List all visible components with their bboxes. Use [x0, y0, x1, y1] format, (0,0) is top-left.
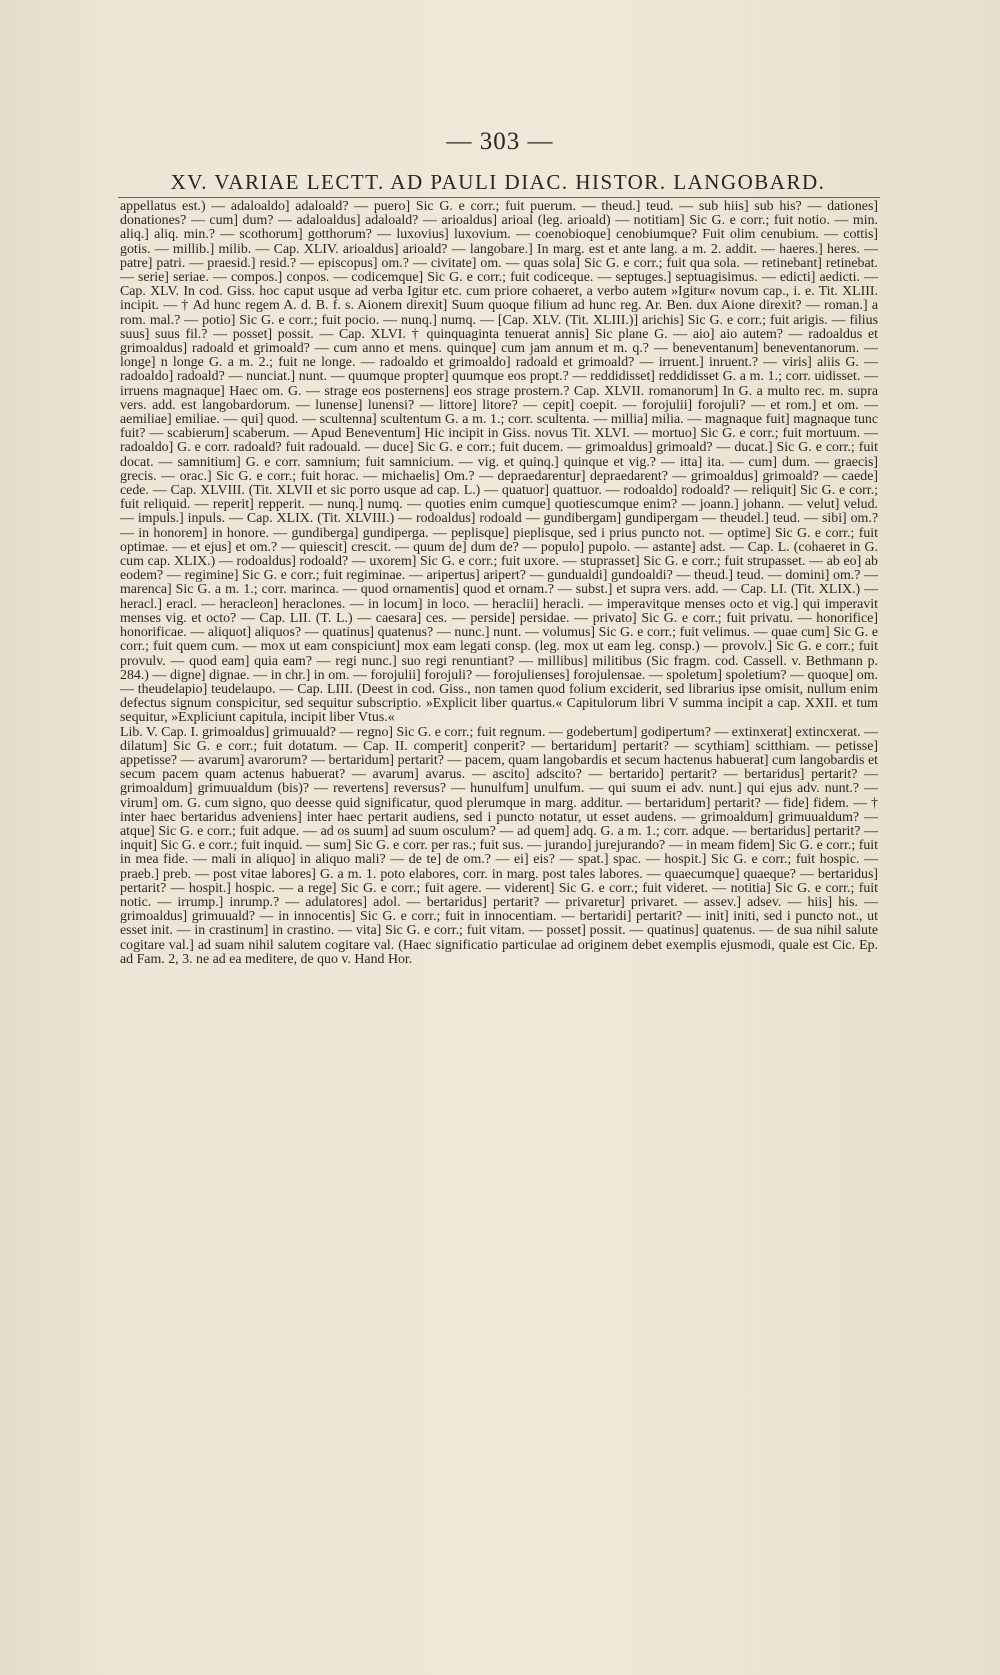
header-rule: [118, 197, 880, 198]
paragraph-variants-book-iv: appellatus est.) — adaloaldo] adaloald? — puero] Sic G. e corr.; fuit puerum. — theud.] teud. — sub hiis] sub his? — dationes] donationes? — cum] dum? — adaloaldus] adaloald? — arioaldus] arioal (leg. arioald) — notitiam] Sic G. e corr.; fuit notio. — min. aliq.] aliq. min.? — scothorum] gotthorum? — luxovius] luxovium. — coenobioque] cenobiumque? Fuit olim cenubium. — cottis] gotis. — millib.] milib. — Cap. XLIV. arioaldus] arioald? — langobare.] In marg. est et ante lang. a m. 2. addit. — haeres.] heres. — patre] patri. — praesid.] resid.? — episcopus] om.? — civitate] om. — quas sola] Sic G. e corr.; fuit qua sola. — retinebant] retinebat. — serie] seriae. — compos.] conpos. — codicemque] Sic G. e corr.; fuit codiceque. — septuges.] septuagisimus. — edicti] aedicti. — Cap. XLV. In cod. Giss. hoc caput usque ad verba Igitur etc. cum priore cohaeret, a verbo autem »Igitur« novum cap., i. e. Tit. XLIII. incipit. — † Ad hunc regem A. d. B. f. s. Aionem direxit] Suum quoque filium ad hunc reg. Ar. Ben. dux Aione direxit? — roman.] a rom. mal.? — potio] Sic G. e corr.; fuit pocio. — nunq.] numq. — [Cap. XLV. (Tit. XLIII.)] arichis] Sic G. e corr.; fuit arigis. — filius suus] suus fil.? — posset] possit. — Cap. XLVI. † quinquaginta tenuerat annis] Sic plane G. — aio] aio autem? — radoaldus et grimoaldus] radoald et grimoald? — cum anno et mens. quinque] cum jam annum et m. q.? — beneventanum] beneventanorum. — longe] n longe G. a m. 2.; fuit ne longe. — radoaldo et grimoaldo] radoald et grimoald? — irruent.] inruent.? — viris] aliis G. — radoaldo] radoald? — nunciat.] nunt. — quumque propter] quumque eos propt.? — reddidisset] reddidisset G. a m. 1.; corr. uidisset. — irruens magnaque] Haec om. G. — strage eos posternens] eos strage prostern.? Cap. XLVII. romanorum] In G. a multo rec. m. supra vers. add. est langobardorum. — lunense] lunensi? — littore] litore? — cepit] coepit. — forojulii] forojuli? — et rom.] et om. — aemiliae] emiliae. — qui] quod. — scultenna] scultentum G. a m. 1.; corr. scultenta. — millia] milia. — magnaque fuit] magnaque tunc fuit? — scabierum] scaberum. — Apud Beneventum] Hic incipit in Giss. novus Tit. XLVI. — mortuo] Sic G. e corr.; fuit mortuum. — radoaldo] G. e corr. radoald? fuit radouald. — duce] Sic G. e corr.; fuit ducem. — grimoaldus] grimoald? — ducat.] Sic G. e corr.; fuit docat. — samnitium] G. e corr. samnium; fuit samnicium. — vig. et quinq.] quinque et vig.? — itta] ita. — cum] dum. — graecis] grecis. — orac.] Sic G. e corr.; fuit horac. — michaelis] Om.? — depraedarentur] depraedarent? — grimoaldus] grimoald? — caede] cede. — Cap. XLVIII. (Tit. XLVII et sic porro usque ad cap. L.) — quatuor] quattuor. — rodoaldo] rodoald? — reliquit] Sic G. e corr.; fuit reliquid. — reperit] repperit. — nunq.] numq. — quoties enim cumque] quotiescumque enim? — joann.] johann. — velut] velud. — impuls.] inpuls. — Cap. XLIX. (Tit. XLVIII.) — rodoaldus] rodoald — gundibergam] gundipergam — theudel.] teud. — sibi] om.? — in honorem] in honore. — gundiberga] gundiperga. — peplisque] pieplisque, sed i prius puncto not. — optime] Sic G. e corr.; fuit optimae. — et ejus] et om.? — quiescit] crescit. — quum de] dum de? — populo] pupolo. — astante] adst. — Cap. L. (cohaeret in G. cum cap. XLIX.) — rodoaldus] rodoald? — uxorem] Sic G. e corr.; fuit uxore. — stuprasset] Sic G. e corr.; fuit strupasset. — ab eo] ab eodem? — regimine] Sic G. e corr.; fuit regiminae. — aripertus] aripert? — gundualdi] gundoaldi? — theud.] teud. — domini] om.? — marenca] Sic G. a m. 1.; corr. marinca. — quod ornamentis] quod et ornam.? — subst.] et supra vers. add. — Cap. LI. (Tit. XLIX.) — heracl.] eracl. — heracleon] heraclones. — in locum] in loco. — heraclii] heracli. — imperavitque menses octo et vig.] qui imperavit menses vig. et octo? — Cap. LII. (T. L.) — caesara] ces. — perside] persidae. — privato] Sic G. e corr.; fuit privatu. — honorifice] honorificae. — aliquot] aliquos? — quatinus] quatenus? — nunc.] nunt. — volumus] Sic G. e corr.; fuit velimus. — quae cum] Sic G. e corr.; fuit quem cum. — mox ut eam conspiciunt] mox eam legati consp. (leg. mox ut eam leg. consp.) — provolv.] Sic G. e corr.; fuit provulv. — quod eam] quia eam? — regi nunc.] suo regi renuntiant? — millibus] militibus (Sic fragm. cod. Cassell. v. Bethmann p. 284.) — digne] dignae. — in chr.] in om. — forojulii] forojuli? — forojulienses] forojulensae. — spoletum] spoletium? — quoque] om. — theudelapio] teudelaupo. — Cap. LIII. (Deest in cod. Giss., non tamen quod folium exciderit, sed librarius ipse omisit, nullum enim defectus signum conspicitur, sed sequitur subscriptio. »Explicit liber quartus.« Capitulorum libri V summa incipit a cap. XXII. et tum sequitur, »Expliciunt capitula, incipit liber Vtus.«: [120, 199, 878, 726]
running-head: XV. VARIAE LECTT. AD PAULI DIAC. HISTOR. LANGOBARD.: [170, 170, 826, 194]
paragraph-variants-book-v: Lib. V. Cap. I. grimoaldus] grimuuald? — regno] Sic G. e corr.; fuit regnum. — godebertum] godipertum? — extinxerat] extincxerat. — dilatum] Sic G. e corr.; fuit dotatum. — Cap. II. comperit] conperit? — bertaridum] pertarit? — scythiam] scitthiam. — petisse] appetisse? — avarum] avarorum? — bertaridum] pertarit? — pacem, quam langobardis et secum hactenus habuerat] cum langobardis et secum pacem quam actenus habuerat? — avarum] avarus. — ascito] adscito? — bertarido] pertarit? — bertaridus] pertarit? — grimoaldum] grimuualdum (bis)? — revertens] reversus? — hunulfum] unulfum. — qui suum ei adv. nunt.] qui ejus adv. nunt.? — virum] om. G. cum signo, quo deesse quid significatur, quod plerumque in marg. additur. — bertaridum] pertarit? — fide] fidem. — † inter haec bertaridus adveniens] inter haec pertarit audiens, sed i puncto notatur, ut esset audens. — grimoaldum] grimuualdum? — atque] Sic G. e corr.; fuit adque. — ad os suum] ad suum osculum? — ad quem] adq. G. a m. 1.; corr. adque. — bertaridus] pertarit? — inquit] Sic G. e corr.; fuit inquid. — sum] Sic G. e corr. per ras.; fuit sus. — jurando] jurejurando? — in meam fidem] Sic G. e corr.; fuit in mea fide. — mali in aliquo] in aliquo mali? — de te] de om.? — ei] eis? — spat.] spac. — hospit.] Sic G. e corr.; fuit hospic. — praeb.] preb. — post vitae labores] G. a m. 1. poto elabores, corr. in marg. post tales labores. — quaecumque] quaeque? — bertaridus] pertarit? — hospit.] hospic. — a rege] Sic G. e corr.; fuit agere. — viderent] Sic G. e corr.; fuit videret. — notitia] Sic G. e corr.; fuit notic. — irrump.] inrump.? — adulatores] adol. — bertaridus] pertarit? — privaretur] privaret. — assev.] adsev. — hiis] his. — grimoaldus] grimuuald? — in innocentis] Sic G. e corr.; fuit in innocentiam. — bertaridi] pertarit? — init] initi, sed i puncto not., ut esset init. — in crastinum] in crastino. — vita] Sic G. e corr.; fuit vitam. — posset] possit. — quatinus] quatenus. — de sua nihil salute cogitare val.] ad suam nihil salutem cogitare val. (Haec significatio particulae ad originem debet exemplis ejusmodi, quale est Cic. Ep. ad Fam. 2, 3. ne ad ea meditere, de quo v. Hand Hor.: [120, 724, 878, 967]
body-text: [120, 200, 878, 967]
page-number: — 303 —: [446, 128, 554, 155]
